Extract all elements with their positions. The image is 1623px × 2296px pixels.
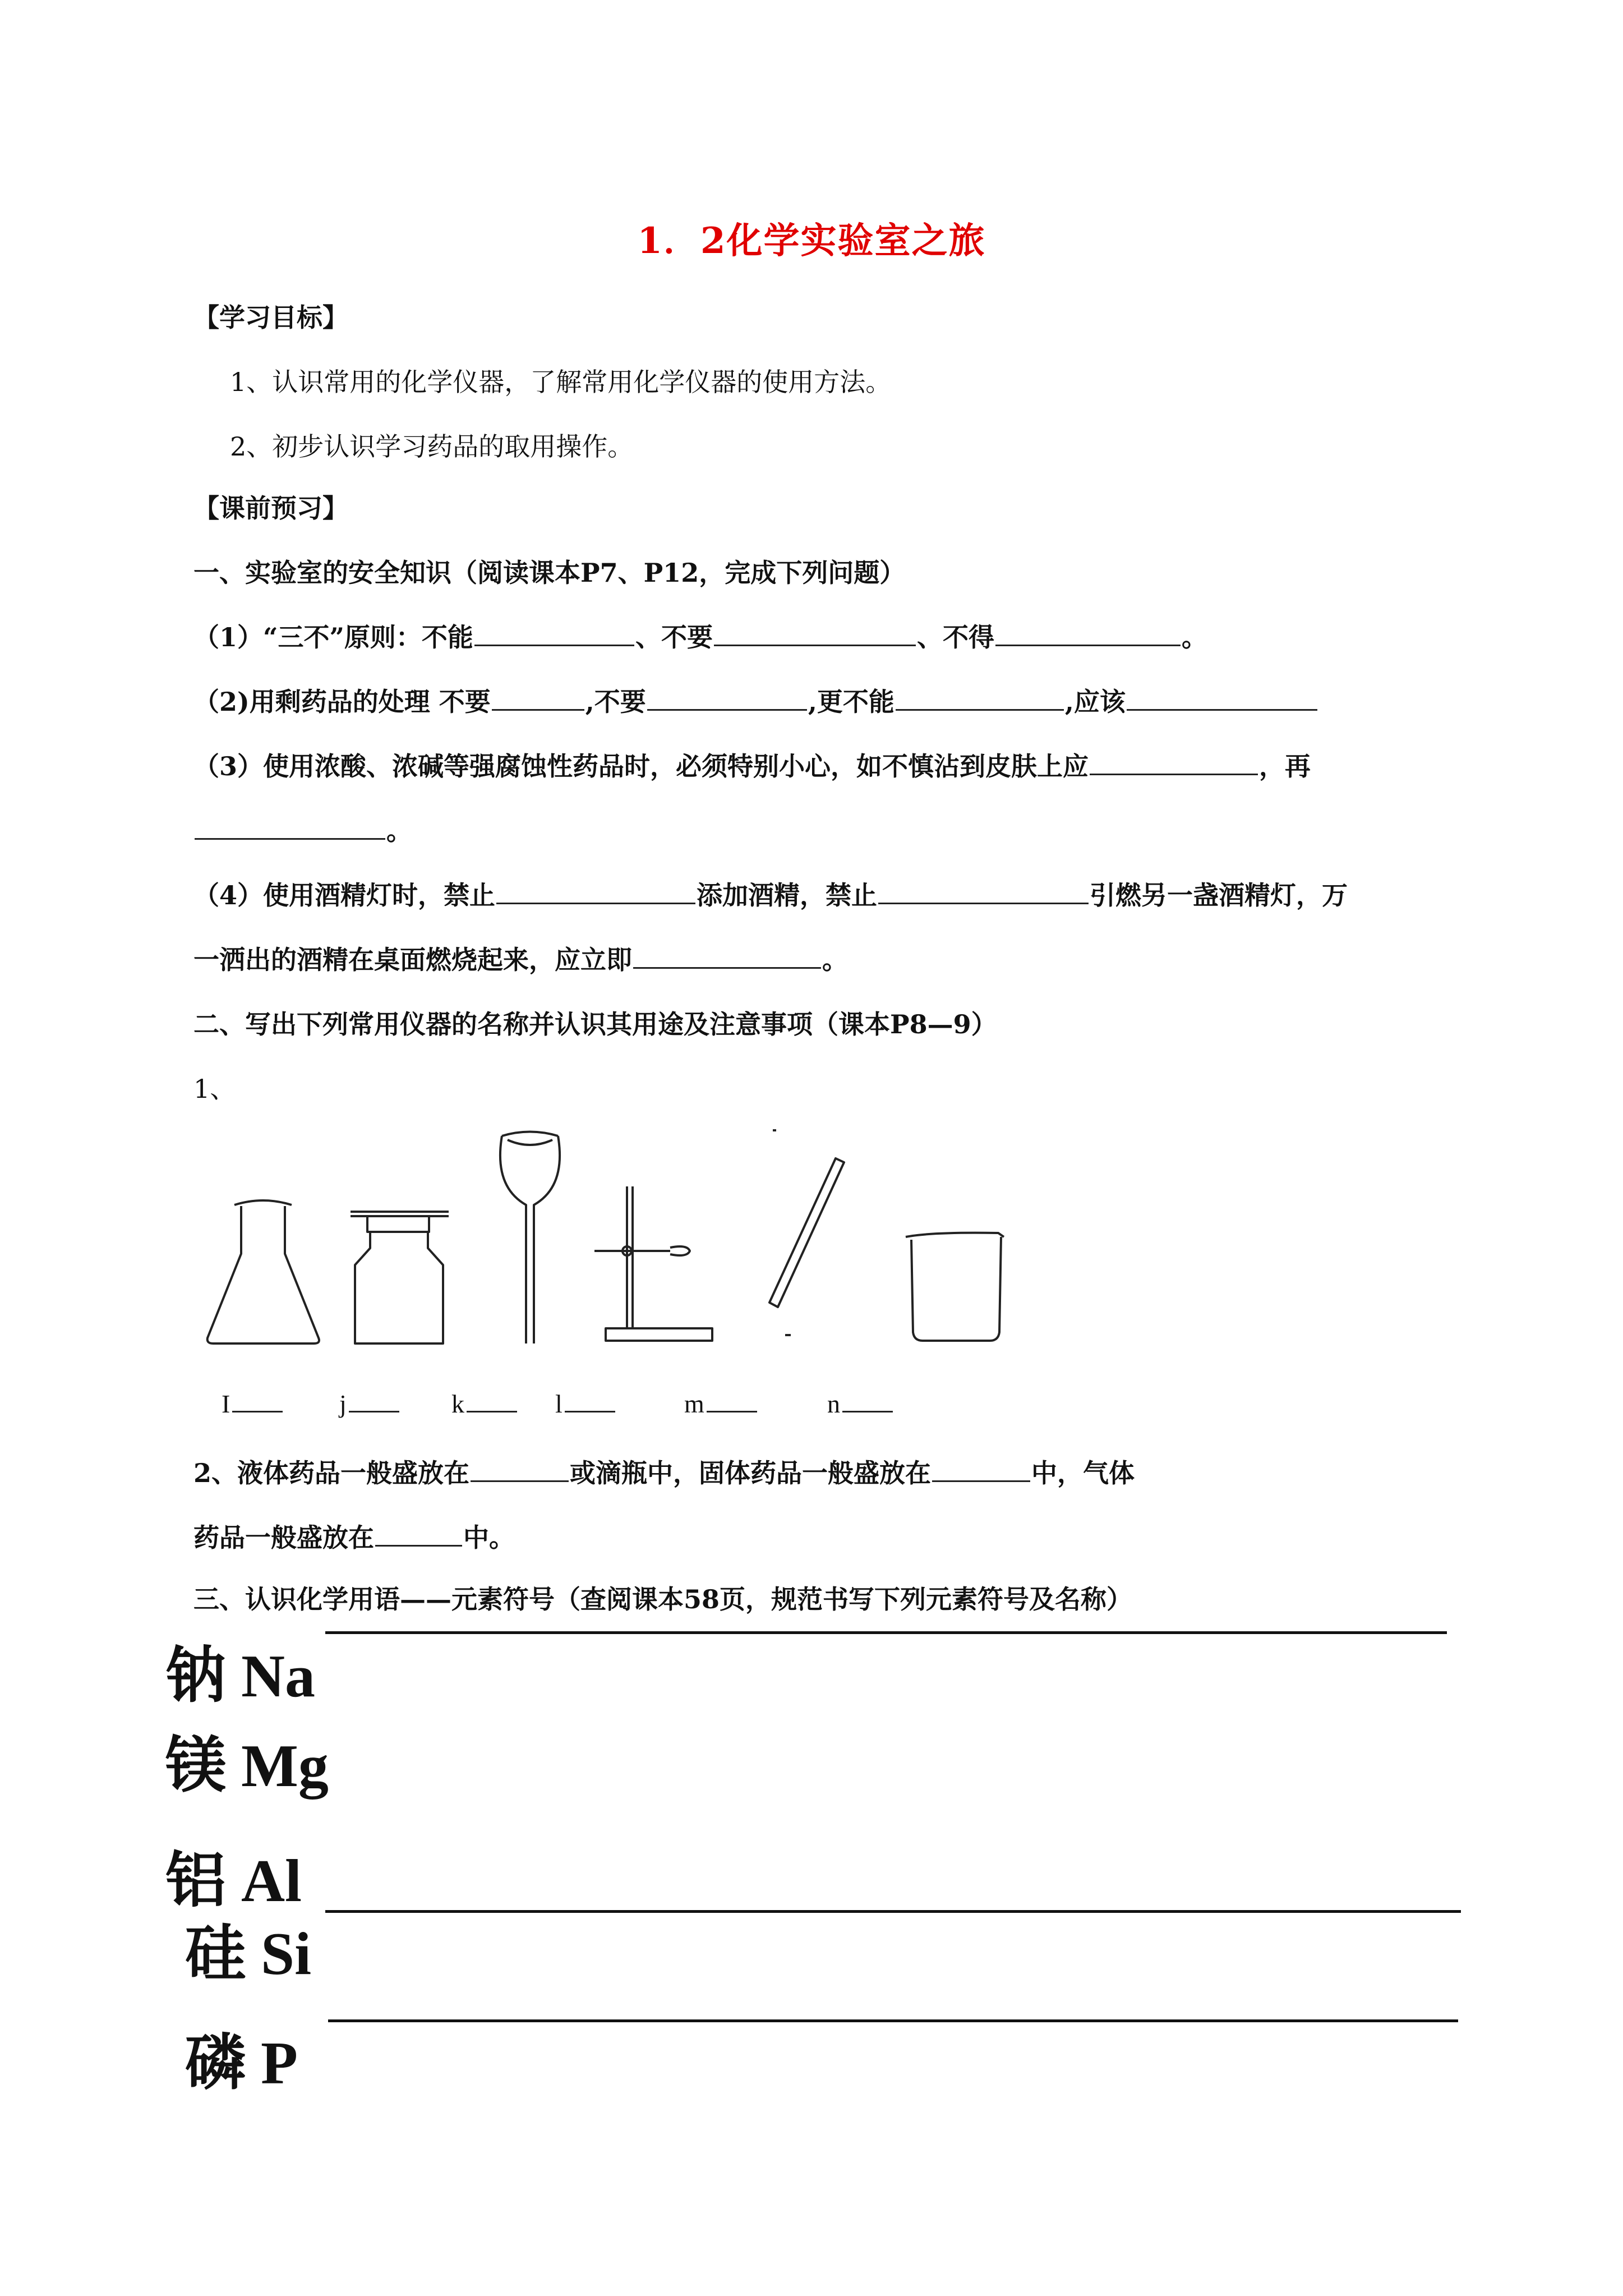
element-phosphorus: 磷 P bbox=[185, 2030, 298, 2097]
apparatus-blank-1[interactable] bbox=[232, 1388, 283, 1412]
q4-text-4: 一洒出的酒精在桌面燃烧起来，应立即 bbox=[193, 945, 632, 975]
q2-blank-3[interactable] bbox=[896, 683, 1064, 711]
writing-line-3[interactable] bbox=[328, 2019, 1458, 2022]
apparatus-label-2: j bbox=[339, 1388, 399, 1419]
q4-blank-3[interactable] bbox=[633, 941, 821, 969]
item2-text-3: 中，气体 bbox=[1031, 1458, 1135, 1488]
q4-blank-1[interactable] bbox=[496, 877, 695, 904]
apparatus-label-1: I bbox=[222, 1388, 283, 1419]
q1-text-1: （1）“三不”原则：不能 bbox=[193, 622, 473, 652]
apparatus-blank-2[interactable] bbox=[349, 1388, 399, 1412]
page-title: 1．2化学实验室之旅 bbox=[637, 220, 986, 262]
section1-title: 一、实验室的安全知识（阅读课本P7、P12，完成下列问题） bbox=[193, 558, 906, 588]
q3-blank-2[interactable] bbox=[195, 812, 385, 840]
conical-flask-icon bbox=[208, 1200, 319, 1343]
q2-text-3: ,更不能 bbox=[808, 687, 895, 717]
q1-text-3: 、不得 bbox=[916, 622, 994, 652]
writing-line-2[interactable] bbox=[325, 1910, 1461, 1913]
goals-heading: 【学习目标】 bbox=[193, 302, 348, 333]
apparatus-blank-6[interactable] bbox=[842, 1388, 893, 1412]
item2-line-2 bbox=[193, 1517, 515, 1554]
q2-text-2: ,不要 bbox=[585, 687, 646, 717]
preview-heading: 【课前预习】 bbox=[193, 493, 348, 523]
q3-line-2 bbox=[193, 811, 412, 848]
reagent-bottle-icon bbox=[351, 1212, 449, 1343]
goal-item-1: 1、认识常用的化学仪器，了解常用化学仪器的使用方法。 bbox=[230, 367, 892, 397]
apparatus-label-3: k bbox=[451, 1388, 517, 1419]
apparatus-figure bbox=[202, 1122, 1043, 1358]
q2-blank-2[interactable] bbox=[647, 683, 807, 711]
q1-blank-1[interactable] bbox=[474, 619, 634, 646]
element-sodium: 钠 Na bbox=[165, 1643, 315, 1710]
q4-text-3: 引燃另一盏酒精灯，万 bbox=[1090, 880, 1348, 910]
q2-blank-4[interactable] bbox=[1127, 683, 1317, 711]
section2-title: 二、写出下列常用仪器的名称并认识其用途及注意事项（课本P8—9） bbox=[193, 1009, 997, 1039]
q2-line bbox=[193, 682, 1318, 719]
item2-blank-1[interactable] bbox=[471, 1455, 569, 1482]
q3-blank-1[interactable] bbox=[1090, 748, 1258, 775]
q1-text-4: 。 bbox=[1181, 622, 1207, 652]
q3-text-3: 。 bbox=[386, 816, 412, 846]
apparatus-label-4: l bbox=[555, 1388, 615, 1419]
iron-stand-icon bbox=[594, 1186, 712, 1341]
section2-item-1: 1、 bbox=[193, 1074, 236, 1104]
q1-text-2: 、不要 bbox=[635, 622, 713, 652]
q4-text-5: 。 bbox=[822, 945, 848, 975]
q3-text-2: ，再 bbox=[1259, 751, 1311, 781]
apparatus-blank-4[interactable] bbox=[565, 1388, 615, 1412]
writing-line-1[interactable] bbox=[325, 1631, 1447, 1634]
item2-text-4: 药品一般盛放在 bbox=[193, 1522, 374, 1553]
item2-text-1: 2、液体药品一般盛放在 bbox=[193, 1458, 470, 1488]
item2-line bbox=[193, 1453, 1135, 1490]
q4-line-2 bbox=[193, 940, 848, 977]
glass-rod-icon bbox=[769, 1130, 844, 1335]
element-magnesium: 镁 Mg bbox=[165, 1733, 329, 1800]
item2-blank-2[interactable] bbox=[932, 1455, 1030, 1482]
q1-blank-2[interactable] bbox=[714, 619, 916, 646]
apparatus-blank-3[interactable] bbox=[467, 1388, 517, 1412]
q4-blank-2[interactable] bbox=[878, 877, 1089, 904]
section3-title: 三、认识化学用语——元素符号（查阅课本58页，规范书写下列元素符号及名称） bbox=[193, 1584, 1133, 1614]
item2-text-2: 或滴瓶中，固体药品一般盛放在 bbox=[570, 1458, 932, 1488]
q2-text-1: （2)用剩药品的处理 不要 bbox=[193, 687, 491, 717]
q3-line bbox=[193, 746, 1311, 783]
apparatus-blank-5[interactable] bbox=[707, 1388, 757, 1412]
q1-blank-3[interactable] bbox=[995, 619, 1181, 646]
q1-line bbox=[193, 617, 1207, 654]
item2-blank-3[interactable] bbox=[375, 1519, 462, 1547]
apparatus-label-6: n bbox=[827, 1388, 893, 1419]
q2-blank-1[interactable] bbox=[492, 683, 584, 711]
item2-text-5: 中。 bbox=[463, 1522, 515, 1553]
apparatus-label-5: m bbox=[684, 1388, 757, 1419]
q4-text-2: 添加酒精，禁止 bbox=[697, 880, 878, 910]
element-aluminum: 铝 Al bbox=[165, 1848, 302, 1915]
goal-item-2: 2、初步认识学习药品的取用操作。 bbox=[230, 431, 634, 462]
long-stem-funnel-icon bbox=[500, 1132, 560, 1344]
q4-text-1: （4）使用酒精灯时，禁止 bbox=[193, 880, 496, 910]
q2-text-4: ,应该 bbox=[1064, 687, 1126, 717]
element-silicon: 硅 Si bbox=[185, 1921, 312, 1987]
beaker-icon bbox=[906, 1233, 1004, 1341]
q4-line bbox=[193, 875, 1348, 912]
q3-text-1: （3）使用浓酸、浓碱等强腐蚀性药品时，必须特别小心，如不慎沾到皮肤上应 bbox=[193, 751, 1089, 781]
